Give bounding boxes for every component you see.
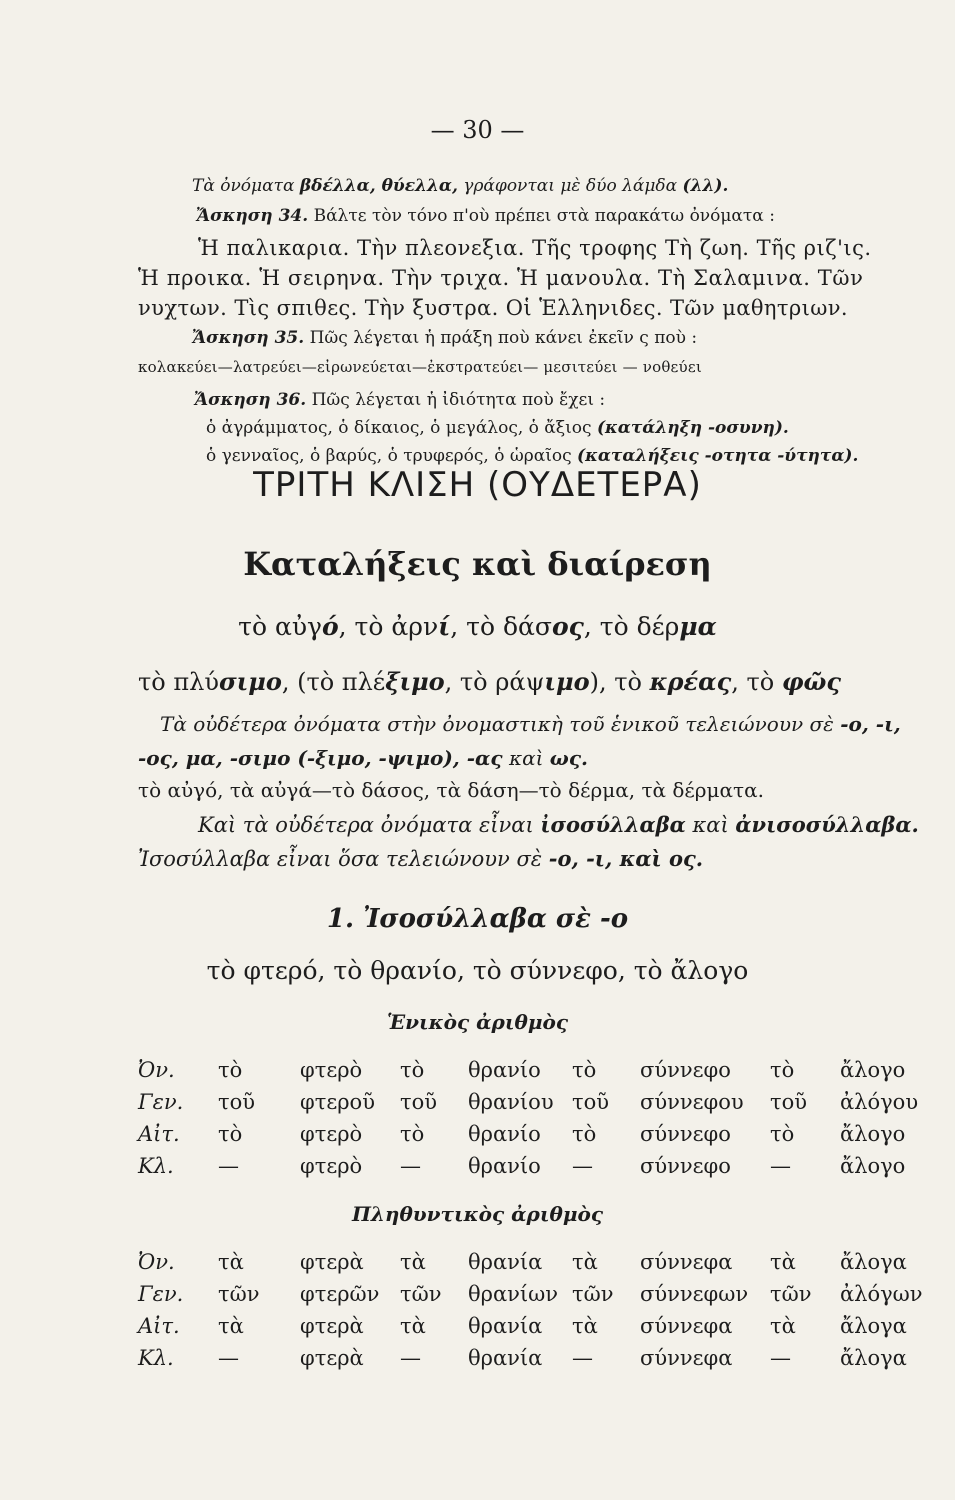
singular-row-nominative (0, 1058, 955, 1084)
article: τὰ (218, 1250, 244, 1274)
article: τὸ (400, 1058, 425, 1082)
section-subtitle: Καταλήξεις καὶ διαίρεση (243, 545, 712, 583)
noun-form: φτερὸ (300, 1122, 363, 1146)
noun-form: φτερὰ (300, 1314, 364, 1338)
article: — (770, 1346, 791, 1370)
examples-line-1: τὸ αὐγό, τὸ ἀρνί, τὸ δάσος, τὸ δέρμα (238, 612, 717, 641)
plural-heading: Πληθυντικὸς ἀριθμὸς (351, 1202, 604, 1226)
plural-row-nominative (0, 1250, 955, 1276)
case-label: Αἰτ. (138, 1122, 180, 1146)
noun-form: θρανίων (468, 1282, 559, 1306)
noun-form: φτερὰ (300, 1346, 364, 1370)
singular-row-accusative (0, 1122, 955, 1148)
article: — (572, 1154, 593, 1178)
article: τοῦ (572, 1090, 610, 1114)
plural-row-accusative (0, 1314, 955, 1340)
exercise-36-heading: Ἄσκηση 36. Πῶς λέγεται ἡ ἰδιότητα ποὺ ἔχει : (194, 390, 606, 410)
noun-form: ἄλογα (840, 1250, 907, 1274)
noun-form: θρανίου (468, 1090, 554, 1114)
rule-line-4: Καὶ τὰ οὐδέτερα ὀνόματα εἶναι ἰσοσύλλαβα καὶ ἀνισοσύλλαβα. (198, 812, 919, 837)
noun-form: ἄλογο (840, 1154, 906, 1178)
rule-line-2: -ος, μα, -σιμο (-ξιμο, -ψιμο), -ας καὶ ως. (138, 746, 588, 770)
singular-row-genitive (0, 1090, 955, 1116)
noun-form: θρανίο (468, 1154, 541, 1178)
noun-form: σύννεφου (640, 1090, 744, 1114)
article: τὸ (770, 1058, 795, 1082)
article: τὸ (572, 1122, 597, 1146)
noun-form: σύννεφα (640, 1346, 733, 1370)
case-label: Κλ. (138, 1154, 174, 1178)
article: τοῦ (218, 1090, 256, 1114)
case-label: Αἰτ. (138, 1314, 180, 1338)
case-label: Γεν. (138, 1090, 184, 1114)
case-label: Κλ. (138, 1346, 174, 1370)
exercise-34-line-1: Ἡ παλικαρια. Τὴν πλεονεξια. Τῆς τροφης Τὴ ζωη. Τῆς ριζ'ις. (198, 236, 872, 260)
note-double-lambda: Τὰ ὀνόματα βδέλλα, θύελλα, γράφονται μὲ δύο λάμδα (λλ). (192, 176, 729, 196)
rule-line-5: Ἰσοσύλλαβα εἶναι ὅσα τελειώνουν σὲ -ο, -ι, καὶ ος. (138, 846, 704, 871)
article: τὰ (400, 1250, 426, 1274)
case-label: Γεν. (138, 1282, 184, 1306)
article: — (770, 1154, 791, 1178)
noun-form: ἄλογα (840, 1314, 907, 1338)
noun-form: φτερῶν (300, 1282, 380, 1306)
subsection-title: 1. Ἰσοσύλλαβα σὲ -ο (326, 904, 629, 934)
case-label: Ὀν. (138, 1058, 175, 1082)
exercise-35-heading: Ἄσκηση 35. Πῶς λέγεται ἡ πράξη ποὺ κάνει ἐκεῖν ς ποὺ : (192, 328, 698, 348)
article: τοῦ (770, 1090, 808, 1114)
article: — (218, 1154, 239, 1178)
page-number: — 30 — (430, 116, 525, 144)
article: τὰ (770, 1314, 796, 1338)
noun-form: σύννεφα (640, 1314, 733, 1338)
noun-form: φτερὸ (300, 1058, 363, 1082)
noun-form: θρανίο (468, 1058, 541, 1082)
plural-row-vocative (0, 1346, 955, 1372)
noun-form: φτεροῦ (300, 1090, 375, 1114)
noun-form: φτερὸ (300, 1154, 363, 1178)
plural-row-genitive (0, 1282, 955, 1308)
exercise-34-line-3: νυχτων. Τὶς σπιθες. Τὴν ξυστρα. Οἱ Ἑλληνιδες. Τῶν μαθητριων. (138, 296, 849, 320)
exercise-36-line-2: ὁ γενναῖος, ὁ βαρύς, ὁ τρυφερός, ὁ ὡραῖος (καταλήξεις -οτητα -ύτητα). (206, 446, 859, 466)
article: τὰ (218, 1314, 244, 1338)
article: τὸ (218, 1122, 243, 1146)
case-label: Ὀν. (138, 1250, 175, 1274)
noun-form: ἄλογο (840, 1058, 906, 1082)
article: τὰ (400, 1314, 426, 1338)
article: τοῦ (400, 1090, 438, 1114)
article: — (400, 1154, 421, 1178)
article: τὸ (572, 1058, 597, 1082)
subsection-examples: τὸ φτερό, τὸ θρανίο, τὸ σύννεφο, τὸ ἄλογο (206, 956, 749, 985)
noun-form: ἀλόγου (840, 1090, 919, 1114)
article: τὰ (572, 1250, 598, 1274)
article: τὰ (770, 1250, 796, 1274)
noun-form: σύννεφων (640, 1282, 749, 1306)
noun-form: ἀλόγων (840, 1282, 923, 1306)
article: — (572, 1346, 593, 1370)
noun-form: σύννεφο (640, 1154, 731, 1178)
examples-line-2: τὸ πλύσιμο, (τὸ πλέξιμο, τὸ ράψιμο), τὸ κρέας, τὸ φῶς (138, 667, 841, 696)
rule-line-3: τὸ αὐγό, τὰ αὐγά—τὸ δάσος, τὰ δάση—τὸ δέρμα, τὰ δέρματα. (138, 778, 764, 802)
exercise-34-heading: Ἄσκηση 34. Βάλτε τὸν τόνο π'οὺ πρέπει στὰ παρακάτω ὀνόματα : (196, 206, 775, 226)
article: τὰ (572, 1314, 598, 1338)
exercise-35-words: κολακεύει—λατρεύει—εἰρωνεύεται—ἐκστρατεύει— μεσιτεύει — νοθεύει (138, 358, 702, 376)
rule-line-1: Τὰ οὐδέτερα ὀνόματα στὴν ὀνομαστικὴ τοῦ ἑνικοῦ τελειώνουν σὲ -ο, -ι, (160, 712, 901, 736)
article: — (400, 1346, 421, 1370)
exercise-36-line-1: ὁ ἀγράμματος, ὁ δίκαιος, ὁ μεγάλος, ὁ ἄξιος (κατάληξη -οσυνη). (206, 418, 789, 438)
article: τῶν (218, 1282, 260, 1306)
noun-form: φτερὰ (300, 1250, 364, 1274)
noun-form: θρανία (468, 1250, 543, 1274)
exercise-34-line-2: Ἡ προικα. Ἡ σειρηνα. Τὴν τριχα. Ἡ μανουλα. Τὴ Σαλαμινα. Τῶν (138, 266, 864, 290)
article: τῶν (400, 1282, 442, 1306)
noun-form: θρανίο (468, 1122, 541, 1146)
article: τὸ (770, 1122, 795, 1146)
noun-form: σύννεφο (640, 1122, 731, 1146)
article: τῶν (770, 1282, 812, 1306)
article: — (218, 1346, 239, 1370)
noun-form: θρανία (468, 1314, 543, 1338)
article: τὸ (400, 1122, 425, 1146)
noun-form: ἄλογα (840, 1346, 907, 1370)
article: τῶν (572, 1282, 614, 1306)
noun-form: θρανία (468, 1346, 543, 1370)
noun-form: σύννεφα (640, 1250, 733, 1274)
singular-row-vocative (0, 1154, 955, 1180)
singular-heading: Ἑνικὸς ἀριθμὸς (386, 1010, 569, 1034)
article: τὸ (218, 1058, 243, 1082)
noun-form: σύννεφο (640, 1058, 731, 1082)
noun-form: ἄλογο (840, 1122, 906, 1146)
section-title: ΤΡΙΤΗ ΚΛΙΣΗ (ΟΥΔΕΤΕΡΑ) (253, 465, 702, 505)
